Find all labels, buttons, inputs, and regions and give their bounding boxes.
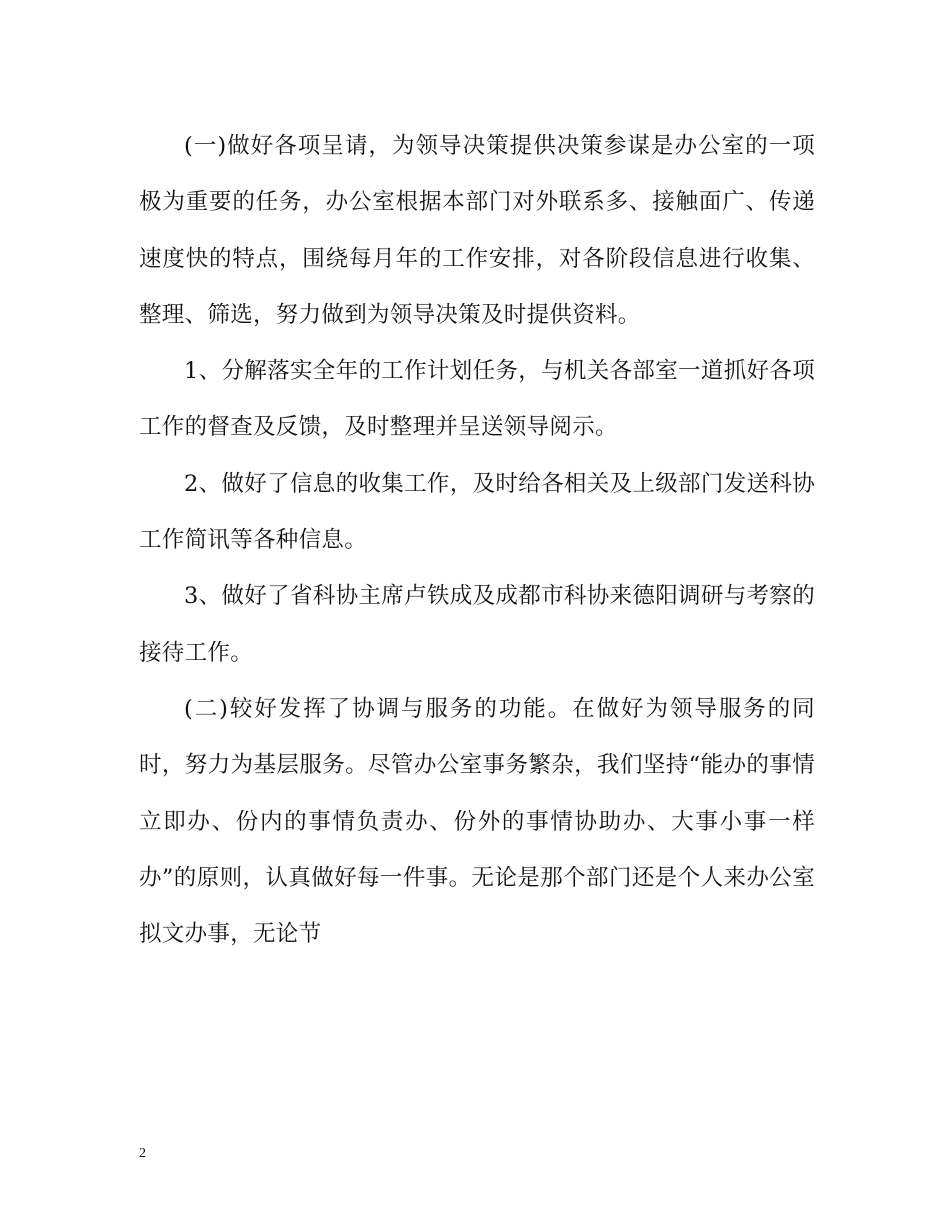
document-body	[139, 118, 815, 962]
paragraph-section-two: (二)较好发挥了协调与服务的功能。在做好为领导服务的同时，努力为基层服务。尽管办公室事务繁杂，我们坚持“能办的事情立即办、份内的事情负责办、份外的事情协助办、大事小事一样办”的原则，认真做好每一件事。无论是那个部门还是个人来办公室拟文办事，无论节	[139, 695, 815, 948]
page-number: 2	[139, 1146, 146, 1161]
paragraph-section-one: (一)做好各项呈请，为领导决策提供决策参谋是办公室的一项极为重要的任务，办公室根据本部门对外联系多、接触面广、传递速度快的特点，围绕每月年的工作安排，对各阶段信息进行收集、整理、筛选，努力做到为领导决策及时提供资料。	[139, 133, 815, 328]
paragraph-item-1: 1、分解落实全年的工作计划任务，与机关各部室一道抓好各项工作的督查及反馈，及时整理并呈送领导阅示。	[139, 358, 815, 441]
paragraph-item-3: 3、做好了省科协主席卢铁成及成都市科协来德阳调研与考察的接待工作。	[139, 583, 815, 666]
paragraph-item-2: 2、做好了信息的收集工作，及时给各相关及上级部门发送科协工作简讯等各种信息。	[139, 470, 815, 554]
